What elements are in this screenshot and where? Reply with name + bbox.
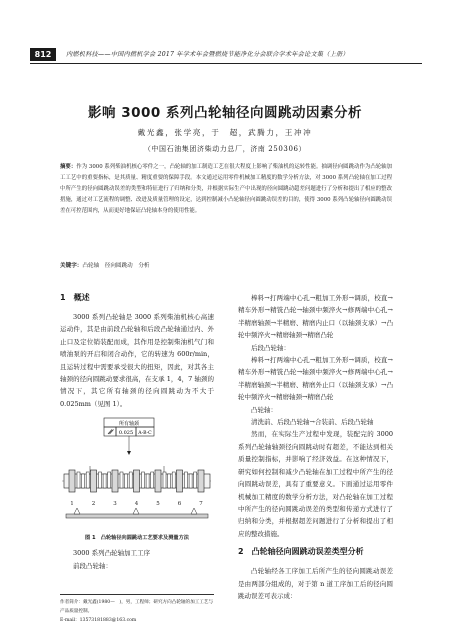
figure-1-caption: 图 1 凸轮轴径向圆跳动工艺要求及测量方法 xyxy=(85,535,189,542)
journal-5 xyxy=(155,470,161,492)
section-2-heading: 2 凸轮轴径向圆跳动误差类型分析 xyxy=(238,547,364,557)
cam-lobe xyxy=(189,474,192,488)
authors: 戴光鑫，张学亮，于 超，武腾力，王冲冲 xyxy=(137,128,313,137)
process-front-camshaft: 棒料→打两端中心孔→粗加工外形→调质，校直→精车外形→精铣凸轮→轴颈中频淬火→修两端中心孔→半精磨轴颈→半精磨、精磨内止口（以轴颈支承）→凸轮中频淬火→精磨轴颈→精磨凸轮 xyxy=(238,294,393,340)
cam-lobe xyxy=(129,472,132,488)
cam-lobe xyxy=(168,474,171,488)
cam-lobe xyxy=(125,474,128,488)
journal-3 xyxy=(112,470,118,492)
header-divider xyxy=(30,63,422,64)
cam-lobe xyxy=(172,472,175,488)
keywords-text: 凸轮轴 径向圆跳动 分析 xyxy=(82,263,150,269)
right-column xyxy=(238,292,393,602)
cam-lobe xyxy=(99,472,102,488)
journal-number-3: 3 xyxy=(113,501,117,508)
datum-reference: A-B-C xyxy=(138,431,152,437)
process-front-end: 后段凸轮轴： xyxy=(251,343,290,352)
tolerance-value: 0.025 xyxy=(118,430,134,437)
cam-lobe xyxy=(185,472,188,488)
abstract-label: 摘要： xyxy=(60,164,77,170)
section-1-paragraph: 3000 系列凸轮轴是 3000 系列柴油机核心高速运动件，其是由前段凸轮轴和后段凸轮轴通过内、外止口及定位销装配而成，其作用是控制柴油机气门和喷油泵的开启和闭合动作，它的转速为 600r/min，且运转过程中需要承受很大的扭矩，因此，对其各主轴颈的径向圆跳动要求很高，在支承 1，4，7 轴颈的情况下，其它所有轴颈的径向圆跳动为不大于 0.025mm（见图 1）。 xyxy=(60,313,214,408)
process-assembly: 清洗前、后段凸轮轴→合装前、后段凸轮轴 xyxy=(251,418,374,427)
keywords-label: 关键字： xyxy=(60,263,83,269)
cam-lobe xyxy=(120,472,123,488)
affiliation: （中国石油集团济柴动力总厂，济南 250306） xyxy=(143,145,307,153)
analysis-paragraph: 然而，在实际生产过程中发现，装配完的 3000 系列凸轮轴轴颈径向圆跳动时有超差，不能达到相关质量控制指标，并影响了经济效益。在这种情况下，研究如何控制和减少凸轮轴在加工过程中所产生的径向圆跳动误差，具有了重要意义。下面通过运用零件机械加工精度的数学分析方法，对凸轮轴在加工过程中所产生的径向圆跳动误差的类型和传递方式进行了归纳和分类，并根据超差问题进行了分析和提出了相应的整改措施。 xyxy=(238,430,393,538)
cam-lobe xyxy=(151,472,154,488)
paper-title: 影响 3000 系列凸轮轴径向圆跳动因素分析 xyxy=(88,105,362,121)
tolerance-label: 所有轴颈 xyxy=(118,421,140,428)
cam-lobe xyxy=(103,474,106,488)
journal-number-5: 5 xyxy=(156,501,160,508)
figure-1 xyxy=(60,414,214,532)
footnote-email: E-mail：13573181883@163.com xyxy=(60,618,137,623)
journal-title: 内燃机科技——中国内燃机学会 2017 年学术年会暨燃烧节能净化分会联合学术年会论文集（上册） xyxy=(66,51,349,58)
running-header xyxy=(30,48,422,62)
cam-lobe xyxy=(108,472,111,488)
journal-1 xyxy=(69,470,75,492)
abstract-text: 作为 3000 系列柴油机核心零件之一，凸轮轴的加工制造工艺在很大程度上影响了柴油机的运转性能。抽调径向圆跳动作为凸轮轴加工工艺中的重要指标，是其质量、精度重要的保障手段。本文通过运用零件机械加工精度的数学分析方法，对 3000 系列凸轮轴在加工过程中所产生的径向圆跳动误差的类型和特征进行了归纳和分类，并根据实际生产中出现的径向圆跳动超差问题进行了分析和提出了相应的整改措施，通过对工艺流程的调整、改进及质量管理的设定，达到控制减小凸轮轴径向圆跳动误差的目的，使得 3000 系列凸轮轴径向圆跳动误差在可控范围内，从而更好地保证凸轮轴本身的使用性能。 xyxy=(60,164,392,214)
section-2-paragraph: 凸轮轴经各工序加工后所产生的径向圆跳动误差是由两部分组成的，对于第 n 道工序加工后的径向圆跳动误差可表示成： xyxy=(238,567,393,600)
process-intro-line-2: 前段凸轮轴： xyxy=(73,561,112,570)
process-rear-camshaft: 棒料→打两端中心孔→粗加工外形→调质，校直→精车外形→精铣凸轮→轴颈中频淬火→修两端中心孔→半精磨轴颈→半精磨、精磨外止口（以轴颈支承）→凸轮中频淬火→精磨轴颈→精磨凸轮 xyxy=(238,356,393,402)
journal-6 xyxy=(177,470,183,492)
footnote-author: 作者简介：戴光鑫(1980— )，男，工程师；研究方向凸轮轴的加工工艺与产品质量控制。 xyxy=(60,600,214,614)
left-column xyxy=(60,292,214,572)
process-rear-end: 凸轮轴： xyxy=(251,405,277,414)
keywords xyxy=(60,261,392,269)
journal-number-4: 4 xyxy=(134,501,139,508)
journal-7 xyxy=(198,470,204,492)
process-intro-line-1: 3000 系列凸轮轴加工工序 xyxy=(73,549,151,558)
page-number: 812 xyxy=(30,48,56,61)
journal-2 xyxy=(91,470,97,492)
camshaft xyxy=(62,470,212,492)
cam-lobe xyxy=(86,472,89,488)
author-footnote xyxy=(60,594,214,625)
section-1-heading: 1 概述 xyxy=(60,293,90,302)
journal-number-7: 7 xyxy=(199,501,203,508)
cam-lobe xyxy=(77,472,80,488)
cam-lobe xyxy=(163,472,166,488)
cam-lobe xyxy=(194,472,197,488)
journal-number-6: 6 xyxy=(177,501,182,508)
cam-lobe xyxy=(142,472,145,488)
camshaft-drawing xyxy=(60,414,214,532)
abstract xyxy=(60,162,392,217)
cam-lobe xyxy=(82,474,85,488)
journal-4 xyxy=(134,470,140,492)
tolerance-frame xyxy=(104,418,154,455)
cam-lobe xyxy=(146,474,149,488)
journal-number-2: 2 xyxy=(91,501,96,508)
journal-number-1: 1 xyxy=(70,501,74,508)
